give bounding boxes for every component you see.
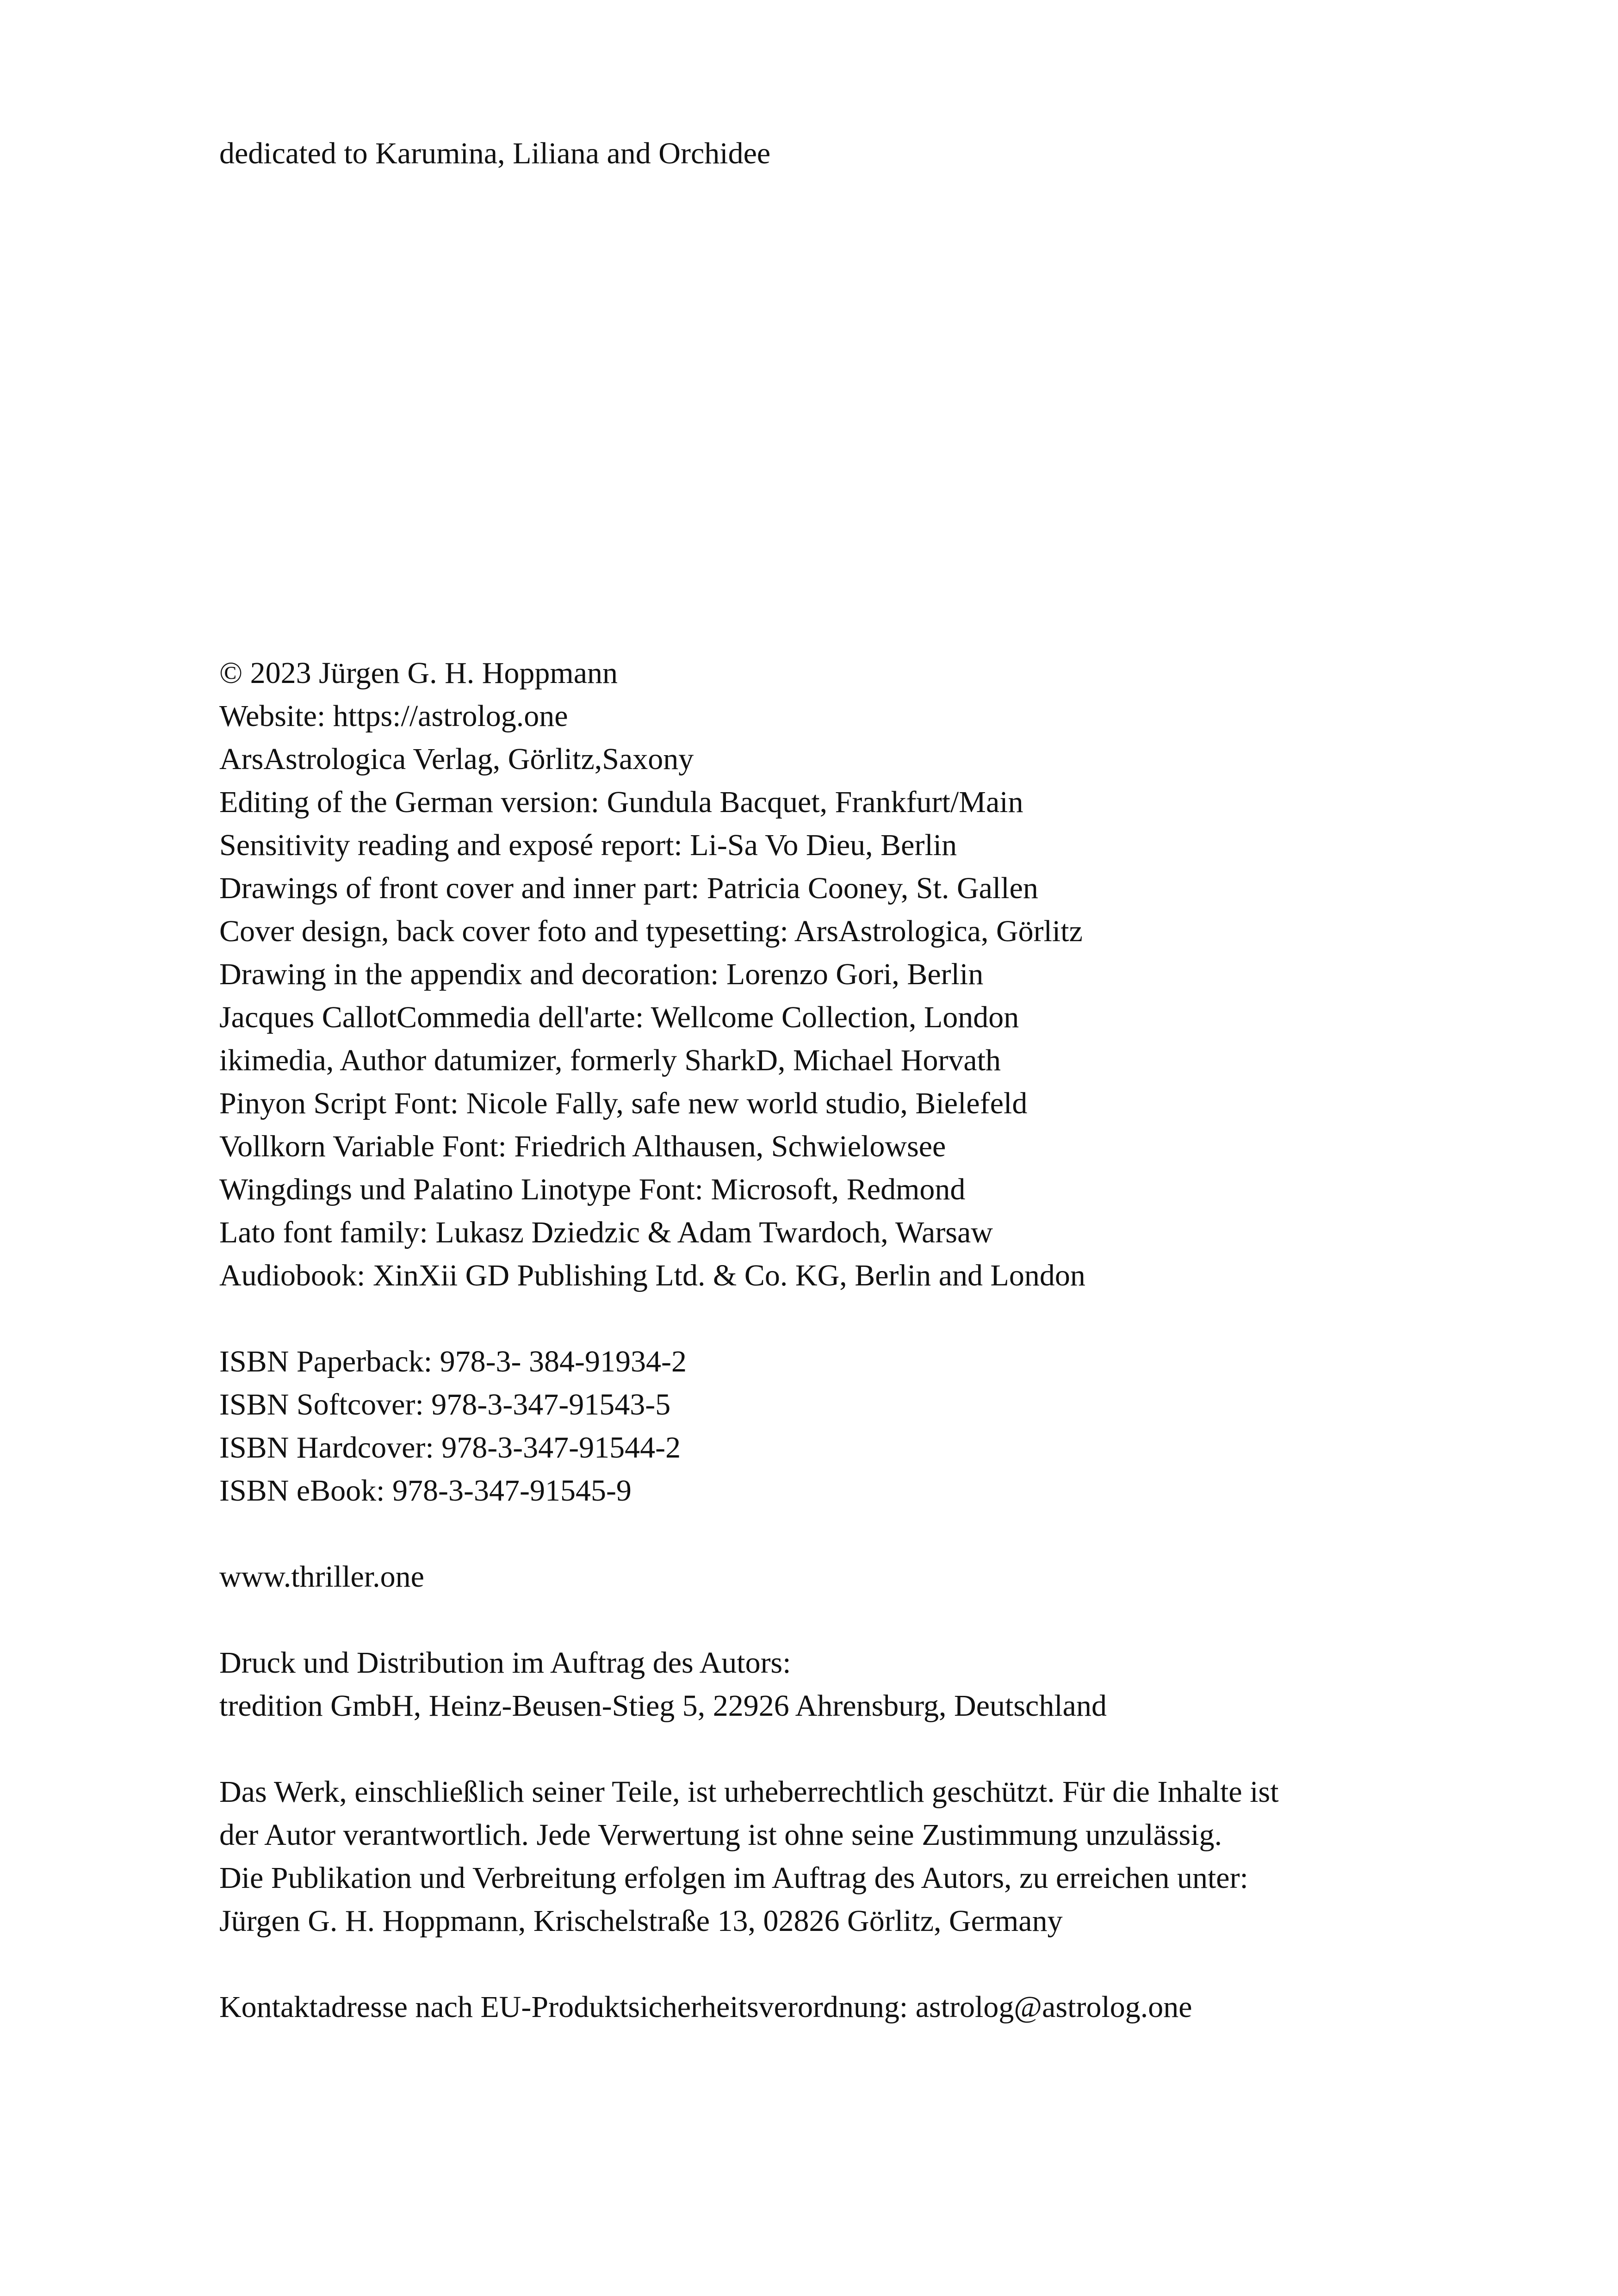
- isbn-line: ISBN Softcover: 978-3-347-91543-5: [219, 1388, 671, 1421]
- credit-line: Audiobook: XinXii GD Publishing Ltd. & Co. KG, Berlin and London: [219, 1259, 1085, 1292]
- copyright-notice-line: Die Publikation und Verbreitung erfolgen im Auftrag des Autors, zu erreichen unter:: [219, 1861, 1248, 1895]
- credit-line: Pinyon Script Font: Nicole Fally, safe new world studio, Bielefeld: [219, 1086, 1028, 1120]
- isbn-line: ISBN eBook: 978-3-347-91545-9: [219, 1474, 632, 1508]
- copyright-notice-line: Das Werk, einschließlich seiner Teile, ist urheberrechtlich geschützt. Für die Inhalte ist: [219, 1775, 1279, 1809]
- credit-line: Vollkorn Variable Font: Friedrich Althausen, Schwielowsee: [219, 1129, 946, 1163]
- credit-line: Jacques CallotCommedia dell'arte: Wellcome Collection, London: [219, 1000, 1019, 1034]
- credit-line: Sensitivity reading and exposé report: Li-Sa Vo Dieu, Berlin: [219, 828, 957, 862]
- contact-address: Kontaktadresse nach EU-Produktsicherheitsverordnung: astrolog@astrolog.one: [219, 1990, 1192, 2024]
- credit-line: Wingdings und Palatino Linotype Font: Microsoft, Redmond: [219, 1173, 966, 1206]
- copyright-notice-line: Jürgen G. H. Hoppmann, Krischelstraße 13, 02826 Görlitz, Germany: [219, 1904, 1063, 1938]
- credit-line: Website: https://astrolog.one: [219, 699, 568, 733]
- website-url: www.thriller.one: [219, 1560, 424, 1594]
- credit-line: Drawings of front cover and inner part: Patricia Cooney, St. Gallen: [219, 871, 1038, 905]
- dedication: dedicated to Karumina, Liliana and Orchidee: [219, 137, 771, 170]
- credit-line: ArsAstrologica Verlag, Görlitz,Saxony: [219, 742, 694, 776]
- distribution-line: tredition GmbH, Heinz-Beusen-Stieg 5, 22926 Ahrensburg, Deutschland: [219, 1689, 1107, 1723]
- copyright-notice-line: der Autor verantwortlich. Jede Verwertung ist ohne seine Zustimmung unzulässig.: [219, 1818, 1222, 1852]
- credit-line: ikimedia, Author datumizer, formerly SharkD, Michael Horvath: [219, 1043, 1001, 1077]
- isbn-line: ISBN Hardcover: 978-3-347-91544-2: [219, 1431, 681, 1464]
- credit-line: Cover design, back cover foto and typesetting: ArsAstrologica, Görlitz: [219, 914, 1083, 948]
- distribution-line: Druck und Distribution im Auftrag des Autors:: [219, 1646, 791, 1680]
- credit-line: Editing of the German version: Gundula Bacquet, Frankfurt/Main: [219, 785, 1023, 819]
- isbn-line: ISBN Paperback: 978-3- 384-91934-2: [219, 1345, 687, 1378]
- credit-line: © 2023 Jürgen G. H. Hoppmann: [219, 656, 618, 690]
- credit-line: Lato font family: Lukasz Dziedzic & Adam Twardoch, Warsaw: [219, 1216, 993, 1249]
- credit-line: Drawing in the appendix and decoration: Lorenzo Gori, Berlin: [219, 957, 984, 991]
